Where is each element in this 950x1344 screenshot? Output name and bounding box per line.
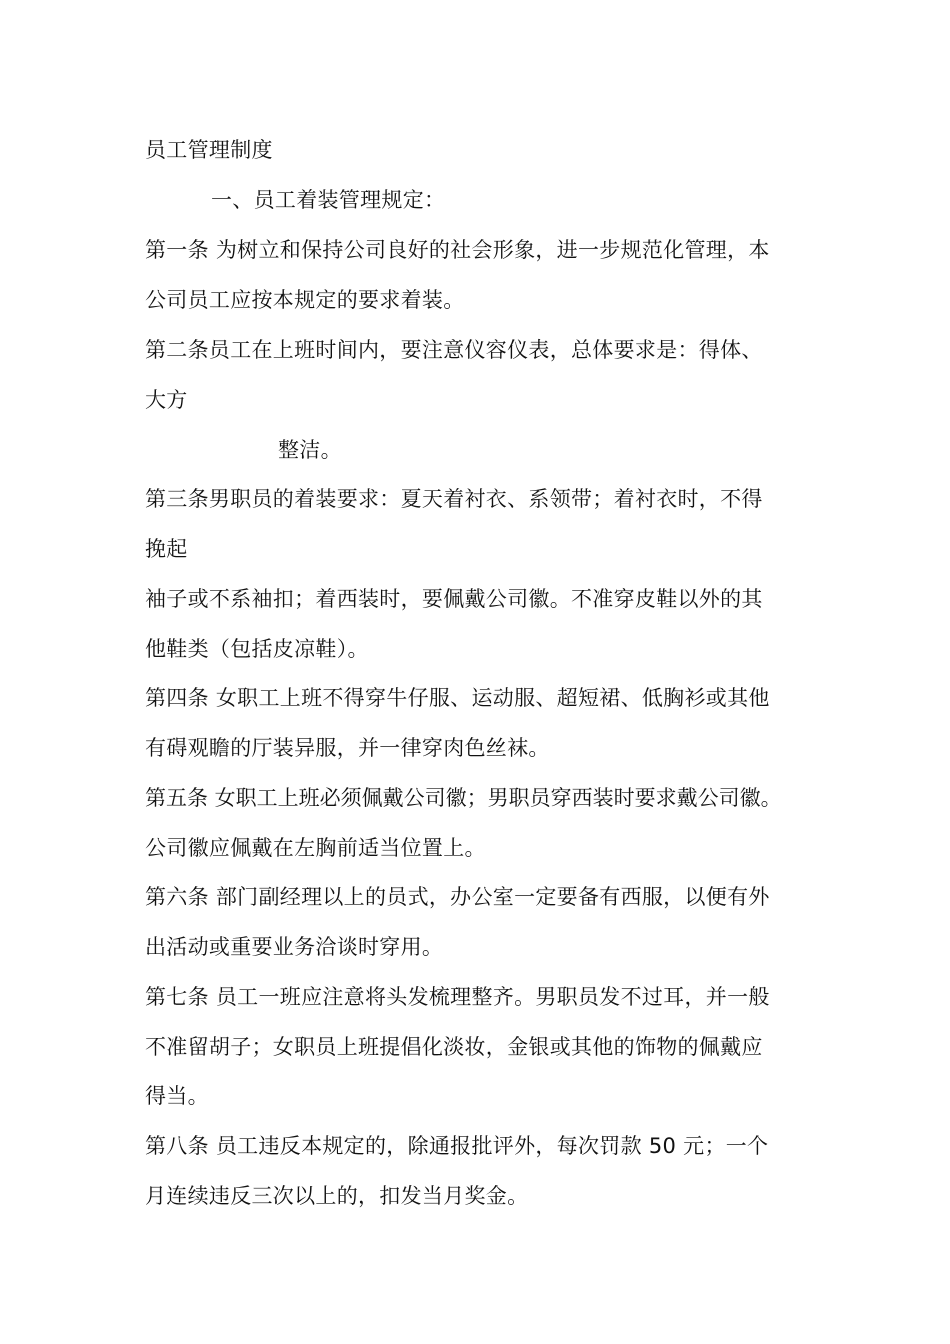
article-3-line-3: 袖子或不系袖扣；着西装时，要佩戴公司徽。不准穿皮鞋以外的其 [145, 587, 763, 611]
article-7-line-2: 不准留胡子；女职员上班提倡化淡妆，金银或其他的饰物的佩戴应 [145, 1035, 763, 1059]
article-5-line-1: 第五条 女职工上班必须佩戴公司徽；男职员穿西装时要求戴公司徽。 [145, 786, 782, 810]
article-3-line-4: 他鞋类（包括皮凉鞋）。 [145, 637, 369, 661]
article-3-line-1: 第三条男职员的着装要求：夏天着衬衣、系领带；着衬衣时，不得 [145, 487, 763, 511]
article-6-line-2: 出活动或重要业务洽谈时穿用。 [145, 935, 444, 959]
article-4-line-1: 第四条 女职工上班不得穿牛仔服、运动服、超短裙、低胸衫或其他 [145, 686, 770, 710]
article-8-line-2: 月连续违反三次以上的，扣发当月奖金。 [145, 1184, 529, 1208]
article-2-line-1: 第二条员工在上班时间内，要注意仪容仪表，总体要求是：得体、 [145, 338, 763, 362]
article-2-line-3: 整洁。 [278, 438, 342, 462]
document-title: 员工管理制度 [145, 138, 273, 162]
article-8-line-1: 第八条 员工违反本规定的，除通报批评外，每次罚款 50 元；一个 [145, 1134, 769, 1158]
article-1-line-2: 公司员工应按本规定的要求着装。 [145, 288, 465, 312]
article-7-line-3: 得当。 [145, 1084, 209, 1108]
article-3-line-2: 挽起 [145, 537, 188, 561]
article-4-line-2: 有碍观瞻的厅装异服，并一律穿肉色丝袜。 [145, 736, 550, 760]
article-7-line-1: 第七条 员工一班应注意将头发梳理整齐。男职员发不过耳，并一般 [145, 985, 770, 1009]
article-5-line-2: 公司徽应佩戴在左胸前适当位置上。 [145, 836, 486, 860]
article-6-line-1: 第六条 部门副经理以上的员式，办公室一定要备有西服，以便有外 [145, 885, 770, 909]
section-heading: 一、员工着装管理规定： [211, 188, 446, 212]
article-2-line-2: 大方 [145, 388, 188, 412]
article-1-line-1: 第一条 为树立和保持公司良好的社会形象，进一步规范化管理，本 [145, 238, 770, 262]
